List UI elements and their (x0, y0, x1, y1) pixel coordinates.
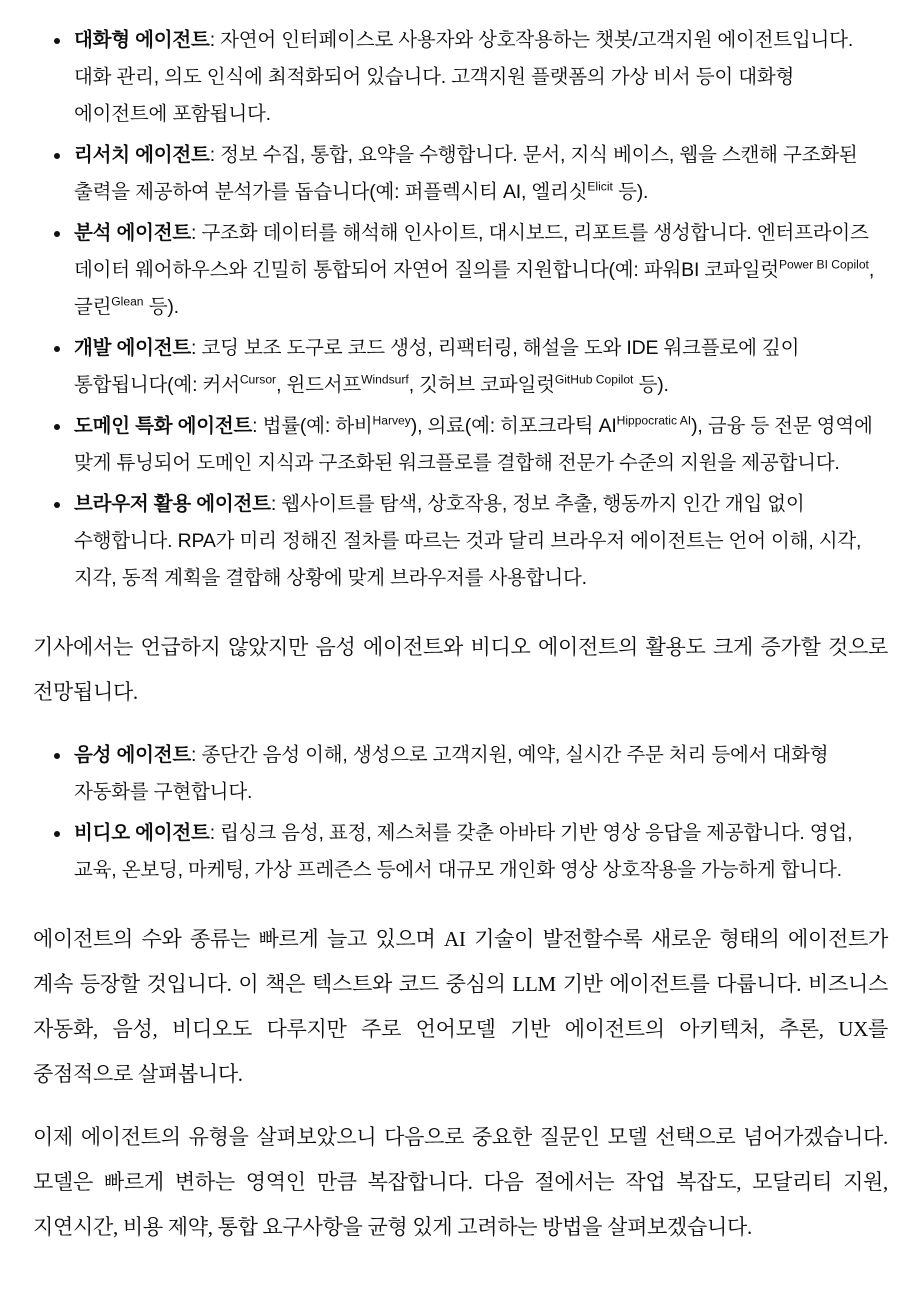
list-item-separator: : (191, 744, 202, 766)
list-item-body: 구조화 데이터를 해석해 인사이트, 대시보드, 리포트를 생성합니다. 엔터프라이즈 데이터 웨어하우스와 긴밀히 통합되어 자연어 질의를 지원합니다(예: 파워BI 코파일럿 (74, 222, 869, 281)
bullet-dot-icon (54, 753, 60, 759)
bullet-dot-icon (54, 424, 60, 430)
list-item-lead: 음성 에이전트 (74, 744, 192, 766)
gloss-superscript: Windsurf (361, 372, 409, 387)
paragraph-next-section: 이제 에이전트의 유형을 살펴보았으니 다음으로 중요한 질문인 모델 선택으로 넘어가겠습니다. 모델은 빠르게 변하는 영역인 만큼 복잡합니다. 다음 절에서는 작업 복잡도, 모달리티 지원, 지연시간, 비용 제약, 통합 요구사항을 균형 있게 고려하는 방법을 살펴보겠습니다. (33, 1125, 888, 1239)
list-item (33, 330, 890, 404)
list-item (33, 737, 890, 811)
spacer (33, 601, 890, 625)
spacer (33, 715, 890, 737)
list-item-body-cont: , 글린 (74, 259, 875, 318)
gloss-superscript: Elicit (587, 179, 613, 194)
bullet-dot-icon (54, 831, 60, 837)
list-item-separator: : (209, 822, 221, 844)
paragraph-transition: 기사에서는 언급하지 않았지만 음성 에이전트와 비디오 에이전트의 활용도 크게 증가할 것으로 전망됩니다. (33, 635, 888, 704)
list-item-lead: 대화형 에이전트 (74, 29, 210, 51)
bullet-dot-icon (54, 346, 60, 352)
list-item-body-end: ), 금융 등 전문 영역에 맞게 튜닝되어 도메인 지식과 구조화된 워크플로를 결합해 전문가 수준의 지원을 제공합니다. (74, 415, 873, 474)
list-item (33, 22, 890, 133)
list-item-lead: 도메인 특화 에이전트 (74, 415, 253, 437)
bullet-dot-icon (54, 38, 60, 44)
gloss-superscript: Cursor (239, 372, 277, 387)
list-item-body-end: 등). (633, 374, 669, 396)
list-item-separator: : (191, 337, 202, 359)
list-item-lead: 분석 에이전트 (74, 222, 192, 244)
gloss-superscript: Hippocratic AI (616, 413, 692, 428)
list-item-body: 법률(예: 하비 (262, 415, 373, 437)
list-item (33, 408, 890, 482)
gloss-superscript: Glean (111, 294, 144, 309)
gloss-superscript: Harvey (372, 413, 411, 428)
spacer (33, 893, 890, 917)
list-item-body-cont: , 윈드서프 (276, 374, 362, 396)
list-item (33, 815, 890, 889)
list-item (33, 215, 890, 326)
media-agent-list (33, 737, 890, 889)
list-item-lead: 리서치 에이전트 (74, 144, 210, 166)
list-item-separator: : (252, 415, 263, 437)
bullet-dot-icon (54, 153, 60, 159)
list-item-separator: : (209, 144, 221, 166)
list-item-body: 종단간 음성 이해, 생성으로 고객지원, 예약, 실시간 주문 처리 등에서 대화형 자동화를 구현합니다. (74, 744, 829, 803)
list-item (33, 486, 890, 597)
list-item-body: 자연어 인터페이스로 사용자와 상호작용하는 챗봇/고객지원 에이전트입니다. 대화 관리, 의도 인식에 최적화되어 있습니다. 고객지원 플랫폼의 가상 비서 등이 대화형 에이전트에 포함됩니다. (74, 29, 854, 125)
bullet-dot-icon (54, 231, 60, 237)
list-item-separator: : (191, 222, 202, 244)
list-item-body-end: 등). (143, 296, 179, 318)
list-item-body: 립싱크 음성, 표정, 제스처를 갖춘 아바타 기반 영상 응답을 제공합니다. 영업, 교육, 온보딩, 마케팅, 가상 프레즌스 등에서 대규모 개인화 영상 상호작용을 가능하게 합니다. (74, 822, 853, 881)
list-item-body-cont: 등). (612, 181, 649, 203)
list-item-body: 코딩 보조 도구로 코드 생성, 리팩터링, 해설을 도와 IDE 워크플로에 깊이 통합됩니다(예: 커서 (74, 337, 800, 396)
bullet-dot-icon (54, 502, 60, 508)
gloss-superscript: Power BI Copilot (778, 257, 869, 272)
list-item (33, 137, 890, 211)
list-item-lead: 비디오 에이전트 (74, 822, 210, 844)
list-item-body-cont: ), 의료(예: 히포크라틱 AI (410, 415, 617, 437)
paragraph-scope: 에이전트의 수와 종류는 빠르게 늘고 있으며 AI 기술이 발전할수록 새로운 형태의 에이전트가 계속 등장할 것입니다. 이 책은 텍스트와 코드 중심의 LLM 기반 에이전트를 다룹니다. 비즈니스 자동화, 음성, 비디오도 다루지만 주로 언어모델 기반 에이전트의 아키텍처, 추론, UX를 중점적으로 살펴봅니다. (33, 927, 888, 1086)
gloss-superscript: GitHub Copilot (554, 372, 634, 387)
list-item-lead: 개발 에이전트 (74, 337, 192, 359)
list-item-body: 웹사이트를 탐색, 상호작용, 정보 추출, 행동까지 인간 개입 없이 수행합니다. RPA가 미리 정해진 절차를 따르는 것과 달리 브라우저 에이전트는 언어 이해, 시각, 지각, 동적 계획을 결합해 상황에 맞게 브라우저를 사용합니다. (74, 493, 862, 589)
list-item-separator: : (270, 493, 282, 515)
list-item-separator: : (209, 29, 221, 51)
spacer (33, 1097, 890, 1115)
list-item-body: 정보 수집, 통합, 요약을 수행합니다. 문서, 지식 베이스, 웹을 스캔해 구조화된 출력을 제공하여 분석가를 돕습니다(예: 퍼플렉시티 AI, 엘리싯 (74, 144, 858, 203)
list-item-lead: 브라우저 활용 에이전트 (74, 493, 271, 515)
list-item-body-cont2: , 깃허브 코파일럿 (408, 374, 555, 396)
agent-type-list (33, 22, 890, 597)
